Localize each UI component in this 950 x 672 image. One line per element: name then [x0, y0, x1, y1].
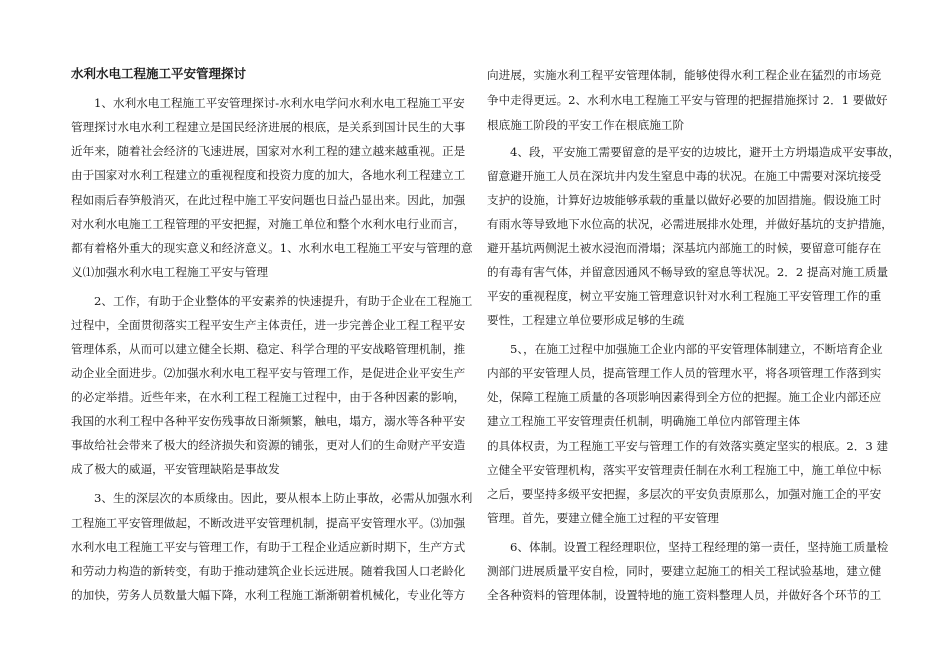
- text-line: 管理。首先，要建立健全施工过程的平安管理: [487, 511, 719, 525]
- text-line: 的有毒有害气体，并留意因通风不畅导致的窒息等状况。2．2 提高对施工质量: [487, 265, 889, 279]
- text-line: 建立工程施工平安管理责任机制，明确施工单位内部管理主体: [487, 414, 801, 428]
- text-line: 之后，要坚持多级平安把握，多层次的平安负责原那么，加强对施工企的平安: [487, 487, 882, 501]
- text-line: 对水利水电施工工程管理的平安把握，对施工单位和整个水利水电行业而言，: [71, 217, 466, 231]
- text-line: 5、，在施工过程中加强施工企业内部的平安管理体制建立，不断培育企业: [510, 342, 883, 356]
- text-line: 3、生的深层次的本质缘由。因此，要从根本上防止事故，必需从加强水利: [94, 491, 473, 505]
- text-line: 1、水利水电工程施工平安管理探讨-水利水电学问水利水电工程施工平安: [94, 96, 465, 110]
- text-line: 平安的重视程度，树立平安施工管理意识针对水利工程施工平安管理工作的重: [487, 289, 882, 303]
- text-line: 留意避开施工人员在深坑井内发生窒息中毒的状况。在施工中需要对深坑接受: [487, 169, 882, 183]
- text-line: 过程中，全面贯彻落实工程平安生产主体责任，进一步完善企业工程工程平安: [71, 318, 466, 332]
- text-line: 成了极大的威逼，平安管理缺陷是事故发: [71, 462, 280, 476]
- text-line: 全各种资料的管理体制，设置特地的施工资料整理人员，并做好各个环节的工: [487, 588, 882, 602]
- text-line: 近年来，随着社会经济的飞速进展，国家对水利工程的建立越来越重视。正是: [71, 144, 466, 158]
- text-line: 的必定举措。近些年来，在水利工程工程施工过程中，由于各种因素的影响，: [71, 390, 466, 404]
- text-line: 我国的水利工程中各种平安伤残事故日渐频繁，触电，塌方，溺水等各种平安: [71, 414, 466, 428]
- text-line: 立健全平安管理机构，落实平安管理责任制在水利工程施工中，施工单位中标: [487, 463, 882, 477]
- text-line: 6、体制。设置工程经理职位，坚持工程经理的第一责任，坚持施工质量检: [510, 540, 889, 554]
- text-line: 事故给社会带来了极大的经济损失和资源的铺张，更对人们的生命财产平安造: [71, 438, 466, 452]
- text-line: 4、段，平安施工需要留意的是平安的边坡比，避开土方坍塌造成平安事故，: [510, 145, 900, 159]
- text-line: 工程施工平安管理做起，不断改进平安管理机制，提高平安管理水平。⑶加强: [71, 516, 466, 530]
- text-line: 根底施工阶段的平安工作在根底施工阶: [487, 118, 685, 132]
- text-line: 管理探讨水电水利工程建立是国民经济进展的根底，是关系到国计民生的大事: [71, 120, 466, 134]
- text-line: 都有着格外重大的现实意义和经济意义。1、水利水电工程施工平安与管理的意: [71, 241, 473, 255]
- text-line: 由于国家对水利工程建立的重视程度和投资力度的加大，各地水利工程建立工: [71, 168, 466, 182]
- text-line: 要性，工程建立单位要形成足够的生疏: [487, 313, 685, 327]
- text-line: 的具体权责，为工程施工平安与管理工作的有效落实奠定坚实的根底。2．3 建: [487, 439, 889, 453]
- text-line: 避开基坑两侧泥土被水浸泡而滑塌；深基坑内部施工的时候，要留意可能存在: [487, 241, 882, 255]
- text-line: 的加快，劳务人员数量大幅下降，水利工程施工渐渐朝着机械化，专业化等方: [71, 588, 466, 602]
- text-line: 水利水电工程施工平安与管理工作，有助于工程企业适应新时期下，生产方式: [71, 540, 466, 554]
- text-line: 2、工作，有助于企业整体的平安素养的快速提升，有助于企业在工程施工: [94, 294, 473, 308]
- text-line: 支护的设施，计算好边坡能够承载的重量以做好必要的加固措施。假设施工时: [487, 193, 882, 207]
- text-line: 程如雨后春笋般消灭，在此过程中施工平安问题也日益凸显出来。因此，加强: [71, 193, 466, 207]
- document-title: 水利水电工程施工平安管理探讨: [71, 66, 247, 81]
- text-line: 管理体系，从而可以建立健全长期、稳定、科学合理的平安战略管理机制，推: [71, 342, 466, 356]
- text-line: 测部门进展质量平安自检，同时，要建立起施工的相关工程试验基地，建立健: [487, 564, 882, 578]
- text-line: 动企业全面进步。⑵加强水利水电工程平安与管理工作，是促进企业平安生产: [71, 366, 466, 380]
- text-line: 内部的平安管理人员，提高管理工作人员的管理水平，将各项管理工作落到实: [487, 366, 882, 380]
- text-line: 向进展，实施水利工程平安管理体制，能够使得水利工程企业在猛烈的市场竞: [487, 68, 882, 82]
- text-line: 义⑴加强水利水电工程施工平安与管理: [71, 265, 269, 279]
- text-line: 争中走得更远。2、水利水电工程施工平安与管理的把握措施探讨 2．1 要做好: [487, 93, 888, 107]
- text-line: 有雨水等导致地下水位高的状况，必需进展排水处理，并做好基坑的支护措施，: [487, 217, 893, 231]
- text-line: 和劳动力构造的新转变，有助于推动建筑企业长远进展。随着我国人口老龄化: [71, 564, 466, 578]
- text-line: 处，保障工程施工质量的各项影响因素得到全方位的把握。施工企业内部还应: [487, 390, 882, 404]
